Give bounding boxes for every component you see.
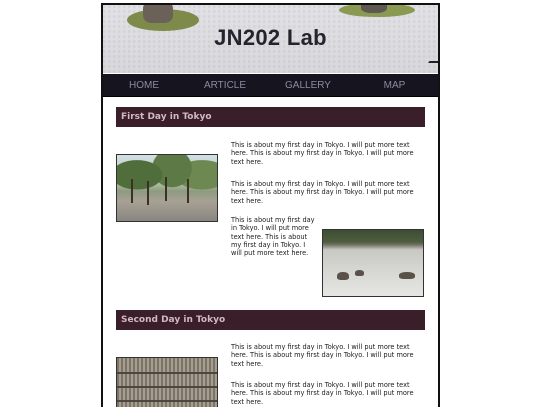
main-nav [103,74,438,97]
section-paragraph: This is about my first day in Tokyo. I will put more text here. This is about my first day in Tokyo. I will put more text here. [231,141,414,166]
section-paragraph: This is about my first day in Tokyo. I will put more text here. This is about my first day in Tokyo. I will put more text here. [231,343,414,368]
wrapped-paragraph [116,216,425,257]
section-paragraph: This is about my first day in Tokyo. I will put more text here. This is about my first day in Tokyo. I will put more text here. [231,180,414,205]
nav-gallery-link[interactable]: GALLERY [285,79,331,91]
page-container [101,3,440,407]
section-paragraph: This is about my first day in Tokyo. I will put more text here. This is about my first day in Tokyo. I will put more text here. [231,381,414,406]
section-paragraph: This is about my first day in Tokyo. I will put more text here. This is about my first day in Tokyo. I will put more text here. [231,216,315,258]
site-title: JN202 Lab [214,25,327,50]
section-heading: Second Day in Tokyo [116,310,425,330]
section-heading: First Day in Tokyo [116,107,425,127]
banner-corner-mark [422,61,438,71]
header-banner [103,5,438,73]
bamboo-fence-photo [116,357,218,407]
banner-rock [361,5,387,13]
banner-rock [143,5,173,23]
nav-map-link[interactable]: MAP [383,79,406,91]
nav-home-link[interactable]: HOME [129,79,159,91]
nav-article-link[interactable]: ARTICLE [203,79,247,91]
park-path-photo [116,154,218,222]
